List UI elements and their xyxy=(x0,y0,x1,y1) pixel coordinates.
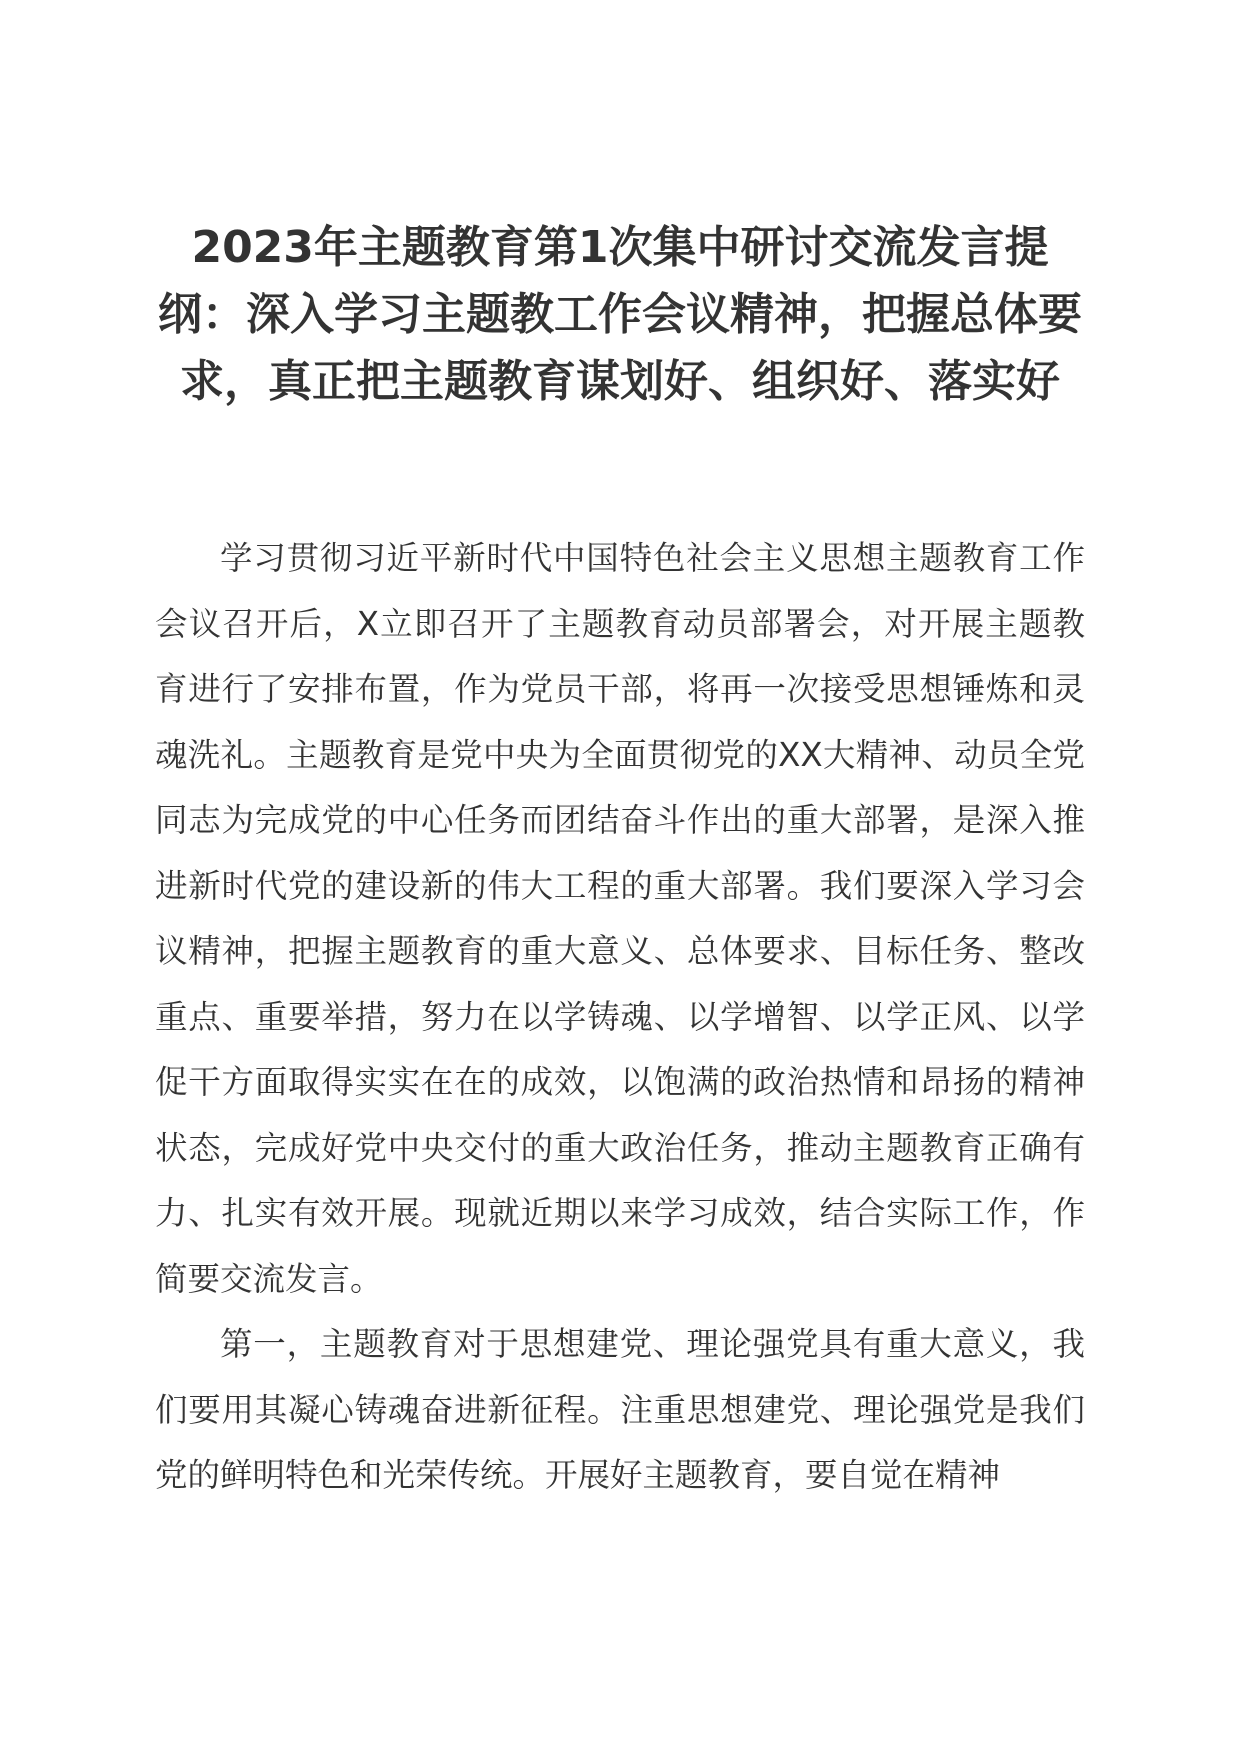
paragraph-intro: 学习贯彻习近平新时代中国特色社会主义思想主题教育工作会议召开后，X立即召开了主题教育动员部署会，对开展主题教育进行了安排布置，作为党员干部，将再一次接受思想锤炼和灵魂洗礼。主题教育是党中央为全面贯彻党的XX大精神、动员全党同志为完成党的中心任务而团结奋斗作出的重大部署，是深入推进新时代党的建设新的伟大工程的重大部署。我们要深入学习会议精神，把握主题教育的重大意义、总体要求、目标任务、整改重点、重要举措，努力在以学铸魂、以学增智、以学正风、以学促干方面取得实实在在的成效，以饱满的政治热情和昂扬的精神状态，完成好党中央交付的重大政治任务，推动主题教育正确有力、扎实有效开展。现就近期以来学习成效，结合实际工作，作简要交流发言。 xyxy=(155,539,1085,1298)
document-title: 2023年主题教育第1次集中研讨交流发言提纲：深入学习主题教工作会议精神，把握总体要求，真正把主题教育谋划好、组织好、落实好 xyxy=(158,222,1082,407)
document-body xyxy=(155,526,1085,1509)
paragraph-first-point: 第一，主题教育对于思想建党、理论强党具有重大意义，我们要用其凝心铸魂奋进新征程。注重思想建党、理论强党是我们党的鲜明特色和光荣传统。开展好主题教育，要自觉在精神 xyxy=(155,1325,1085,1494)
